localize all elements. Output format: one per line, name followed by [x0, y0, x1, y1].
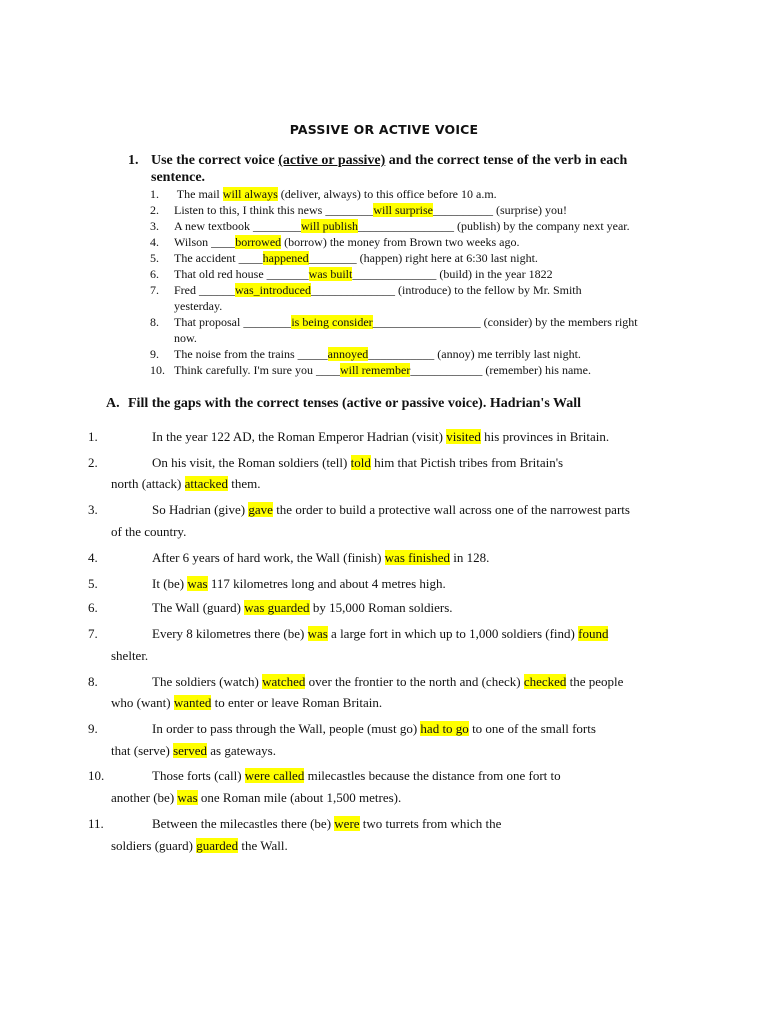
- section1-instruction: [151, 152, 627, 169]
- list-item: 7. Fred ______was_introduced______________ (introduce) to the fellow by Mr. Smith: [150, 283, 582, 297]
- list-item: 3. A new textbook ________will publish________________ (publish) by the company next year.: [150, 219, 630, 233]
- answer-highlight: will remember: [340, 363, 411, 377]
- list-item: 10. Think carefully. I'm sure you ____will remember____________ (remember) his name.: [150, 363, 591, 377]
- sectionA-letter: A.: [106, 396, 120, 411]
- answer-highlight: guarded: [196, 838, 239, 853]
- answer-highlight: happened: [262, 251, 309, 265]
- list-item-continuation: north (attack) attacked them.: [111, 476, 261, 491]
- list-item: 4. Wilson ____borrowed (borrow) the money from Brown two weeks ago.: [150, 235, 520, 249]
- list-item-continuation: now.: [174, 331, 197, 345]
- list-item-continuation: shelter.: [111, 648, 149, 663]
- instruction-text-end: and the correct tense of the verb in each: [385, 153, 628, 168]
- list-item: 5. The accident ____happened________ (happen) right here at 6:30 last night.: [150, 251, 538, 265]
- answer-highlight: was: [307, 626, 328, 641]
- answer-highlight: was: [177, 790, 198, 805]
- list-item: 2. Listen to this, I think this news ________will surprise__________ (surprise) you!: [150, 203, 567, 217]
- answer-highlight: told: [350, 455, 371, 470]
- answer-highlight: was: [187, 576, 208, 591]
- answer-highlight: will always: [222, 187, 278, 201]
- instruction-text: Fill the gaps with the correct tenses (active or passive voice).: [128, 396, 487, 411]
- answer-highlight: had to go: [420, 721, 469, 736]
- list-item-continuation: that (serve) served as gateways.: [111, 743, 276, 758]
- answer-highlight: wanted: [173, 695, 212, 710]
- answer-highlight: gave: [248, 502, 273, 517]
- answer-highlight: watched: [262, 674, 306, 689]
- answer-highlight: was finished: [384, 550, 451, 565]
- list-item-continuation: another (be) was one Roman mile (about 1,500 metres).: [111, 790, 402, 805]
- answer-highlight: annoyed: [327, 347, 369, 361]
- list-item-continuation: who (want) wanted to enter or leave Roman Britain.: [111, 695, 383, 710]
- list-item: 1. The mail will always (deliver, always) to this office before 10 a.m.: [150, 187, 497, 201]
- answer-highlight: were: [334, 816, 360, 831]
- page-title: PASSIVE OR ACTIVE VOICE: [289, 122, 479, 137]
- answer-highlight: attacked: [184, 476, 228, 491]
- section1-number: 1.: [128, 153, 139, 168]
- list-item-continuation: soldiers (guard) guarded the Wall.: [111, 838, 288, 853]
- instruction-text: Use the correct voice: [151, 153, 279, 168]
- list-item: 9. The noise from the trains _____annoyed___________ (annoy) me terribly last night.: [150, 347, 581, 361]
- section1-instruction-cont: sentence.: [151, 170, 206, 185]
- answer-highlight: was_introduced: [235, 283, 311, 297]
- list-item-continuation: of the country.: [111, 524, 187, 539]
- answer-highlight: served: [173, 743, 208, 758]
- answer-highlight: was guarded: [244, 600, 310, 615]
- list-item: 6. That old red house _______was built______________ (build) in the year 1822: [150, 267, 553, 281]
- answer-highlight: was built: [308, 267, 353, 281]
- answer-highlight: checked: [523, 674, 567, 689]
- section-subtitle: Hadrian's Wall: [486, 396, 582, 411]
- answer-highlight: found: [578, 626, 609, 641]
- answer-highlight: will publish: [301, 219, 359, 233]
- answer-highlight: is being consider: [291, 315, 373, 329]
- list-item-continuation: yesterday.: [174, 299, 223, 313]
- answer-highlight: visited: [446, 429, 481, 444]
- answer-highlight: were called: [244, 768, 305, 783]
- sectionA-instruction: [128, 395, 581, 412]
- answer-highlight: borrowed: [235, 235, 282, 249]
- list-item: 8. That proposal ________is being consider__________________ (consider) by the members right: [150, 315, 638, 329]
- worksheet-page: PASSIVE OR ACTIVE VOICE 1. Use the correct voice (active or passive) and the correct tense of the verb in each sentence. 1. The mail will always (deliver, always) to this office before 10 a.m. 2. Listen to this, I think this news ________will surprise__________ (surprise) you! 3. A new textbook ________will publish________________ (publish) by the company next year. 4. Wilson ____borrowed (borrow) the money from Brown two weeks ago. 5. The accident ____happened________ (happen) right here at 6:30 last night. 6. That old red house _______was built______________ (build) in the year 1822 7. Fred ______was_introduced______________ (introduce) to the fellow by Mr. Smith yesterday. 8. That proposal ________is being consider__________________ (consider) by the members right now. 9. The noise from the trains _____annoyed___________ (annoy) me terribly last night. 10. Think carefully. I'm sure you ____will remember____________ (remember) his name. A. Fill the gaps with the correct tenses (active or passive voice). Hadrian's Wall 1. In the year 122 AD, the Roman Emperor Hadrian (visit) visited his provinces in Britain. 2. On his visit, the Roman soldiers (tell) told him that Pictish tribes from Britain's north (attack) attacked them. 3. So Hadrian (give) gave the order to build a protective wall across one of the narrowest parts of the country. 4. After 6 years of hard work, the Wall (finish) was finished in 128. 5. It (be) was 117 kilometres long and about 4 metres high. 6. The Wall (guard) was guarded by 15,000 Roman soldiers. 7. Every 8 kilometres there (be) was a large fort in which up to 1,000 soldiers (find) found shelter. 8. The soldiers (watch) watched over the frontier to the north and (check) checked the people who (want) wanted to enter or leave Roman Britain. 9. In order to pass through the Wall, people (must go) had to go to one of the small forts that (serve) served as gateways. 10. Those forts (call) were called milecastles because the distance from one fort to another (be) was one Roman mile (about 1,500 metres). 11. Between the milecastles there (be) were two turrets from which the soldiers (guard) guarded the Wall.: [0, 0, 768, 1024]
- instruction-underlined: (active or passive): [278, 153, 386, 168]
- answer-highlight: will surprise: [373, 203, 434, 217]
